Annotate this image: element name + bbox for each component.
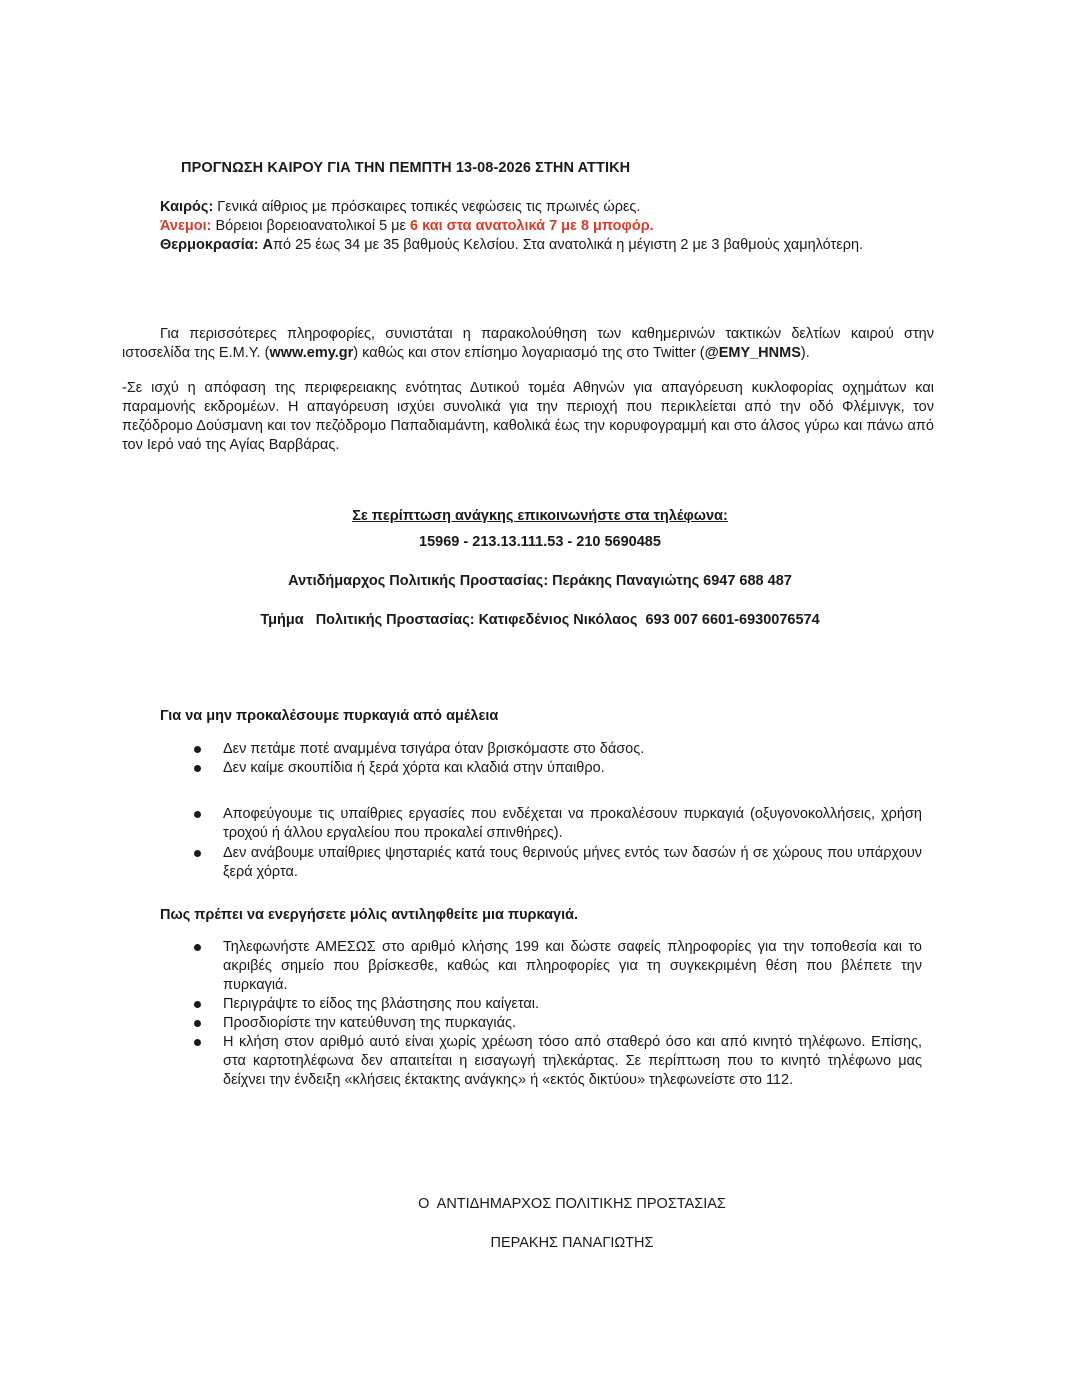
weather-forecast (160, 198, 922, 255)
temperature-label: Θερμοκρασία: (160, 237, 259, 253)
list-item: Τηλεφωνήστε ΑΜΕΣΩΣ στο αριθμό κλήσης 199 και δώστε σαφείς πληροφορίες για την τοποθεσία και το ακριβές σημείο που βρίσκεσθε, καθώς και πληροφορίες για τη συγκεκριμένη θέση που βλέπετε την πυρκαγιά. (160, 938, 922, 995)
signature-role: Ο ΑΝΤΙΔΗΜΑΡΧΟΣ ΠΟΛΙΤΙΚΗΣ ΠΡΟΣΤΑΣΙΑΣ (418, 1196, 726, 1212)
page-title: ΠΡΟΓΝΩΣΗ ΚΑΙΡΟΥ ΓΙΑ ΤΗΝ ΠΕΜΠΤΗ 13-08-2026 ΣΤΗΝ ΑΤΤΙΚΗ (181, 160, 631, 176)
wind-highlight: 6 και στα ανατολικά 7 με 8 μποφόρ. (410, 218, 654, 234)
prevention-heading: Για να μην προκαλέσουμε πυρκαγιά από αμέλεια (160, 708, 499, 724)
temperature-initial: A (258, 237, 274, 253)
wind-text: Βόρειοι βορειοανατολικοί 5 με (211, 218, 411, 234)
contacts-heading: Σε περίπτωση ανάγκης επικοινωνήστε στα τηλέφωνα: (352, 508, 728, 524)
temperature-text: πό 25 έως 34 με 35 βαθμούς Κελσίου. Στα ανατολικά η μέγιστη 2 με 3 βαθμούς χαμηλότερη. (273, 237, 864, 253)
list-item: Δεν πετάμε ποτέ αναμμένα τσιγάρα όταν βρισκόμαστε στο δάσος. (160, 740, 922, 759)
info-text-end: ). (800, 345, 810, 361)
list-item: Δεν καίμε σκουπίδια ή ξερά χόρτα και κλαδιά στην ύπαιθρο. (160, 759, 922, 778)
emergency-numbers: 15969 - 213.13.111.53 - 210 5690485 (419, 534, 661, 550)
deputy-mayor-contact: Αντιδήμαρχος Πολιτικής Προστασίας: Περάκης Παναγιώτης 6947 688 487 (288, 573, 792, 589)
list-item: Η κλήση στον αριθμό αυτό είναι χωρίς χρέωση τόσο από σταθερό όσο και από κινητό τηλέφωνο. Επίσης, στα καρτοτηλέφωνα δεν απαιτείται η εισαγωγή τηλεκάρτας. Σε περίπτωση που το κινητό τηλέφωνο μας δείχνει την ένδειξη «κλήσεις έκτακτης ανάγκης» ή «εκτός δικτύου» τηλεφωνείστε στο 112. (160, 1033, 922, 1090)
civil-protection-department-contact: Τμήμα Πολιτικής Προστασίας: Κατιφεδένιος Νικόλαος 693 007 6601-6930076574 (260, 612, 820, 628)
wind-line (160, 217, 922, 236)
fire-response-heading: Πως πρέπει να ενεργήσετε μόλις αντιληφθείτε μια πυρκαγιά. (160, 907, 579, 923)
twitter-handle-link[interactable]: @EMY_HNMS (704, 345, 801, 361)
list-item: Δεν ανάβουμε υπαίθριες ψησταριές κατά τους θερινούς μήνες εντός των δασών ή σε χώρους που υπάρχουν ξερά χόρτα. (160, 844, 922, 882)
info-text: Για περισσότερες πληροφορίες, συνιστάται η παρακολούθηση των καθημερινών τακτικών δελτίων καιρού στην ιστοσελίδα της Ε.Μ.Υ. ( (122, 326, 934, 361)
info-paragraph (122, 325, 934, 363)
temperature-line (160, 236, 922, 255)
wind-label: Άνεμοι: (160, 218, 212, 234)
list-item: Προσδιορίστε την κατεύθυνση της πυρκαγιάς. (160, 1014, 922, 1033)
weather-text: Γενικά αίθριος με πρόσκαιρες τοπικές νεφώσεις τις πρωινές ώρες. (213, 199, 641, 215)
list-item: Περιγράψτε το είδος της βλάστησης που καίγεται. (160, 995, 922, 1014)
prevention-list-1 (160, 740, 922, 778)
weather-line (160, 198, 922, 217)
fire-response-list (160, 938, 922, 1090)
traffic-ban-paragraph: -Σε ισχύ η απόφαση της περιφερειακης ενότητας Δυτικού τομέα Αθηνών για απαγόρευση κυκλοφορίας οχημάτων και παραμονής εκδρομέων. Η απαγόρευση ισχύει συνολικά για την περιοχή που περικλείεται από την οδό Φλέμινγκ, τον πεζόδρομο Δούσμανη και τον πεζόδρομο Παπαδιαμάντη, καθολικά έως την κορυφογραμμή και στο άλσος γύρω και πάνω από τον Ιερό ναό της Αγίας Βαρβάρας. (122, 380, 934, 453)
emy-website-link[interactable]: www.emy.gr (269, 345, 354, 361)
info-text-middle: ) καθώς και στον επίσημο λογαριασμό της στο Twitter ( (353, 345, 705, 361)
signature-name: ΠΕΡΑΚΗΣ ΠΑΝΑΓΙΩΤΗΣ (490, 1235, 654, 1251)
prevention-list-2 (160, 805, 922, 882)
list-item: Αποφεύγουμε τις υπαίθριες εργασίες που ενδέχεται να προκαλέσουν πυρκαγιά (οξυγονοκολλήσεις, χρήση τροχού ή άλλου εργαλείου που προκαλεί σπινθήρες). (160, 805, 922, 843)
weather-label: Καιρός: (160, 199, 214, 215)
